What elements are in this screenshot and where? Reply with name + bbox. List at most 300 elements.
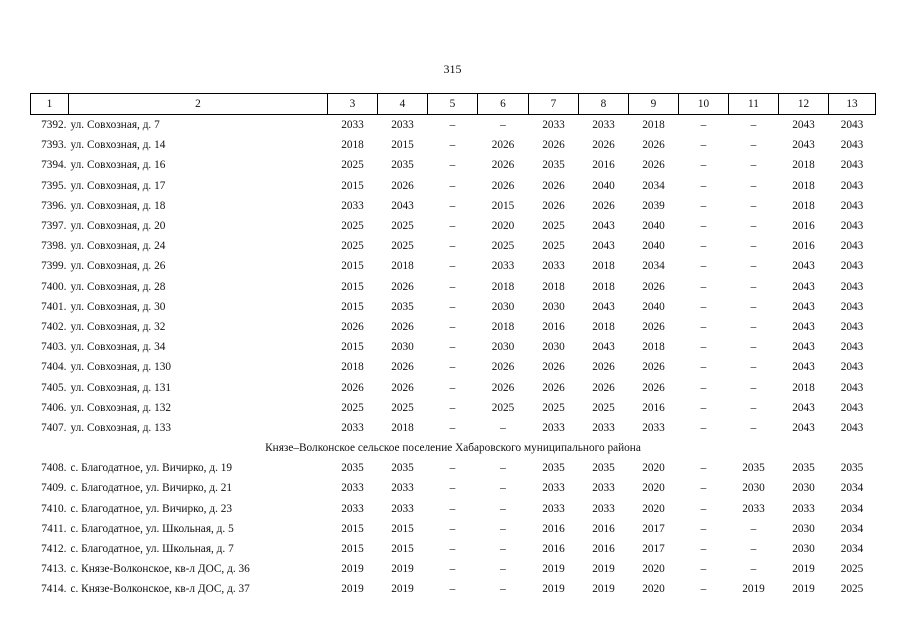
value-cell: 2026: [542, 179, 565, 192]
value-cell: 2026: [592, 361, 615, 374]
value-cell: –: [750, 381, 757, 394]
value-cell: 2016: [542, 543, 565, 556]
value-cell: 2026: [491, 139, 515, 152]
value-cell: 2030: [742, 482, 765, 495]
row-number: 7409.: [41, 482, 67, 495]
row-number: 7403.: [41, 341, 67, 354]
value-cell: 2034: [642, 179, 665, 192]
value-cell: –: [500, 462, 506, 475]
value-cell: 2026: [391, 280, 414, 293]
page-number: 315: [443, 62, 462, 76]
header-cell: 8: [579, 94, 629, 115]
value-cell: 2019: [391, 583, 414, 596]
value-cell: 2018: [491, 280, 515, 293]
value-cell: –: [700, 563, 707, 576]
value-cell: 2033: [391, 482, 414, 495]
value-cell: 2033: [341, 502, 364, 515]
value-cell: 2026: [642, 361, 665, 374]
table-row: [31, 337, 876, 357]
value-cell: 2030: [542, 341, 565, 354]
value-cell: –: [449, 260, 456, 273]
value-cell: –: [750, 199, 757, 212]
value-cell: 2026: [642, 159, 665, 172]
value-cell: 2033: [542, 260, 565, 273]
value-cell: 2026: [642, 381, 665, 394]
table-row: [31, 216, 876, 236]
value-cell: 2039: [642, 199, 665, 212]
value-cell: 2019: [792, 563, 815, 576]
value-cell: 2043: [840, 240, 864, 253]
address-cell: ул. Совхозная, д. 131: [70, 381, 172, 394]
table-row: [31, 155, 876, 175]
value-cell: –: [449, 240, 456, 253]
address-cell: ул. Совхозная, д. 132: [70, 401, 172, 414]
table-row: [31, 559, 876, 579]
value-cell: 2018: [491, 320, 515, 333]
value-cell: 2033: [742, 502, 765, 515]
address-cell: с. Князе-Волконское, кв-л ДОС, д. 37: [70, 583, 250, 596]
table-row: [31, 176, 876, 196]
value-cell: 2016: [592, 543, 615, 556]
value-cell: 2043: [840, 139, 864, 152]
row-number: 7401.: [41, 300, 67, 313]
value-cell: 2035: [391, 300, 414, 313]
value-cell: 2035: [792, 462, 815, 475]
value-cell: –: [700, 462, 707, 475]
value-cell: –: [700, 543, 707, 556]
value-cell: 2018: [642, 341, 665, 354]
value-cell: –: [750, 421, 757, 434]
value-cell: 2043: [840, 159, 864, 172]
value-cell: 2043: [592, 300, 615, 313]
value-cell: –: [449, 320, 456, 333]
value-cell: 2030: [491, 300, 515, 313]
value-cell: 2015: [341, 543, 364, 556]
table-row: [31, 458, 876, 478]
value-cell: 2026: [642, 280, 665, 293]
value-cell: 2033: [542, 421, 565, 434]
value-cell: 2015: [391, 522, 414, 535]
table-row: [31, 135, 876, 155]
value-cell: –: [750, 300, 757, 313]
value-cell: 2033: [491, 260, 515, 273]
value-cell: –: [700, 502, 707, 515]
value-cell: 2020: [642, 502, 665, 515]
value-cell: 2020: [642, 583, 665, 596]
value-cell: 2025: [341, 220, 364, 233]
value-cell: 2018: [592, 280, 615, 293]
value-cell: 2035: [840, 462, 864, 475]
value-cell: 2019: [341, 583, 364, 596]
value-cell: –: [500, 522, 506, 535]
value-cell: 2026: [542, 199, 565, 212]
table-body: [31, 115, 876, 600]
value-cell: 2026: [391, 179, 414, 192]
value-cell: 2020: [642, 462, 665, 475]
value-cell: 2026: [391, 320, 414, 333]
header-cell: 3: [328, 94, 378, 115]
value-cell: 2020: [491, 220, 515, 233]
header-cell: 4: [378, 94, 428, 115]
value-cell: 2018: [391, 421, 414, 434]
value-cell: 2030: [792, 543, 815, 556]
value-cell: 2034: [642, 260, 665, 273]
value-cell: –: [750, 179, 757, 192]
value-cell: 2034: [840, 502, 864, 515]
value-cell: –: [700, 220, 707, 233]
value-cell: 2043: [592, 341, 615, 354]
value-cell: 2019: [542, 563, 565, 576]
value-cell: –: [449, 502, 456, 515]
address-cell: ул. Совхозная, д. 28: [70, 280, 166, 293]
value-cell: –: [700, 583, 707, 596]
row-number: 7393.: [41, 139, 67, 152]
value-cell: 2030: [391, 341, 414, 354]
value-cell: 2033: [592, 421, 615, 434]
value-cell: 2016: [592, 159, 615, 172]
value-cell: 2026: [341, 381, 364, 394]
address-cell: ул. Совхозная, д. 17: [70, 179, 166, 192]
value-cell: 2034: [840, 482, 864, 495]
value-cell: –: [500, 543, 506, 556]
value-cell: 2019: [391, 563, 414, 576]
value-cell: –: [700, 240, 707, 253]
value-cell: –: [449, 119, 456, 132]
value-cell: 2018: [542, 280, 565, 293]
value-cell: 2015: [341, 300, 364, 313]
value-cell: 2018: [341, 139, 364, 152]
value-cell: 2015: [491, 199, 515, 212]
value-cell: 2025: [341, 240, 364, 253]
value-cell: 2043: [792, 421, 815, 434]
header-cell: 1: [31, 94, 69, 115]
value-cell: –: [700, 421, 707, 434]
value-cell: 2018: [592, 320, 615, 333]
value-cell: 2025: [840, 563, 864, 576]
value-cell: –: [750, 119, 757, 132]
value-cell: –: [700, 159, 707, 172]
address-cell: ул. Совхозная, д. 130: [70, 361, 172, 374]
value-cell: 2018: [792, 179, 815, 192]
address-cell: с. Благодатное, ул. Вичирко, д. 19: [70, 462, 233, 475]
value-cell: –: [750, 159, 757, 172]
value-cell: 2026: [491, 159, 515, 172]
value-cell: –: [700, 320, 707, 333]
value-cell: –: [449, 583, 456, 596]
value-cell: 2015: [341, 179, 364, 192]
row-number: 7396.: [41, 199, 67, 212]
value-cell: 2018: [642, 119, 665, 132]
value-cell: –: [700, 381, 707, 394]
value-cell: 2033: [592, 502, 615, 515]
value-cell: 2026: [542, 361, 565, 374]
value-cell: –: [449, 543, 456, 556]
value-cell: 2025: [491, 240, 515, 253]
value-cell: 2019: [341, 563, 364, 576]
address-cell: с. Благодатное, ул. Школьная, д. 5: [70, 522, 234, 535]
value-cell: 2043: [840, 300, 864, 313]
table-row: [31, 579, 876, 599]
value-cell: 2016: [792, 220, 815, 233]
value-cell: 2033: [542, 482, 565, 495]
table-row: [31, 478, 876, 498]
address-cell: ул. Совхозная, д. 34: [70, 341, 166, 354]
value-cell: 2043: [840, 421, 864, 434]
value-cell: 2035: [542, 462, 565, 475]
value-cell: –: [449, 179, 456, 192]
row-number: 7395.: [41, 179, 67, 192]
value-cell: 2035: [391, 159, 414, 172]
address-cell: ул. Совхозная, д. 16: [70, 159, 166, 172]
row-number: 7397.: [41, 220, 67, 233]
header-cell: 7: [529, 94, 579, 115]
value-cell: –: [750, 543, 757, 556]
value-cell: –: [700, 300, 707, 313]
table-row: [31, 236, 876, 256]
value-cell: –: [700, 199, 707, 212]
value-cell: –: [750, 280, 757, 293]
address-cell: с. Благодатное, ул. Вичирко, д. 23: [70, 502, 233, 515]
header-cell: 10: [679, 94, 729, 115]
value-cell: 2026: [491, 361, 515, 374]
table-row: [31, 115, 876, 136]
value-cell: 2026: [542, 381, 565, 394]
value-cell: 2043: [840, 341, 864, 354]
value-cell: 2015: [341, 260, 364, 273]
value-cell: 2019: [592, 563, 615, 576]
value-cell: –: [500, 583, 506, 596]
value-cell: 2043: [840, 119, 864, 132]
row-number: 7412.: [41, 543, 67, 556]
value-cell: –: [449, 462, 456, 475]
address-cell: ул. Совхозная, д. 26: [70, 260, 166, 273]
value-cell: 2015: [341, 341, 364, 354]
value-cell: 2030: [792, 522, 815, 535]
value-cell: –: [700, 482, 707, 495]
row-number: 7394.: [41, 159, 67, 172]
value-cell: 2018: [592, 260, 615, 273]
table-row: [31, 377, 876, 397]
value-cell: 2033: [592, 482, 615, 495]
value-cell: –: [750, 361, 757, 374]
row-number: 7402.: [41, 320, 67, 333]
value-cell: –: [700, 341, 707, 354]
value-cell: –: [449, 522, 456, 535]
value-cell: –: [750, 260, 757, 273]
value-cell: 2033: [391, 119, 414, 132]
value-cell: –: [500, 119, 506, 132]
value-cell: 2040: [642, 220, 665, 233]
value-cell: 2016: [592, 522, 615, 535]
header-cell: 9: [629, 94, 679, 115]
address-cell: ул. Совхозная, д. 32: [70, 320, 166, 333]
value-cell: –: [449, 220, 456, 233]
value-cell: –: [750, 401, 757, 414]
value-cell: –: [750, 563, 757, 576]
header-cell: 11: [729, 94, 779, 115]
value-cell: –: [449, 401, 456, 414]
value-cell: 2016: [542, 522, 565, 535]
value-cell: –: [700, 119, 707, 132]
value-cell: 2040: [642, 240, 665, 253]
value-cell: 2019: [792, 583, 815, 596]
header-cell: 12: [779, 94, 829, 115]
value-cell: 2020: [642, 563, 665, 576]
value-cell: 2034: [840, 543, 864, 556]
value-cell: 2026: [491, 179, 515, 192]
header-cell: 6: [478, 94, 529, 115]
address-cell: с. Князе-Волконское, кв-л ДОС, д. 36: [70, 563, 250, 576]
value-cell: 2043: [792, 119, 815, 132]
header-cell: 13: [829, 94, 876, 115]
address-cell: ул. Совхозная, д. 24: [70, 240, 166, 253]
row-number: 7404.: [41, 361, 67, 374]
value-cell: 2043: [840, 260, 864, 273]
value-cell: 2033: [792, 502, 815, 515]
value-cell: –: [700, 260, 707, 273]
value-cell: 2030: [542, 300, 565, 313]
value-cell: –: [700, 280, 707, 293]
row-number: 7413.: [41, 563, 67, 576]
table-row: [31, 519, 876, 539]
value-cell: 2019: [542, 583, 565, 596]
address-cell: с. Благодатное, ул. Вичирко, д. 21: [70, 482, 233, 495]
row-number: 7410.: [41, 502, 67, 515]
value-cell: 2043: [840, 199, 864, 212]
value-cell: –: [500, 502, 506, 515]
value-cell: 2026: [542, 139, 565, 152]
table-row: [31, 398, 876, 418]
table-row: [31, 357, 876, 377]
value-cell: 2035: [341, 462, 364, 475]
value-cell: 2018: [792, 159, 815, 172]
value-cell: 2026: [642, 139, 665, 152]
address-cell: ул. Совхозная, д. 20: [70, 220, 166, 233]
value-cell: 2015: [391, 139, 414, 152]
value-cell: 2026: [391, 361, 414, 374]
value-cell: 2025: [592, 401, 615, 414]
value-cell: 2043: [840, 320, 864, 333]
value-cell: 2035: [391, 462, 414, 475]
value-cell: 2025: [542, 240, 565, 253]
table-row: [31, 196, 876, 216]
value-cell: –: [449, 300, 456, 313]
value-cell: –: [449, 421, 456, 434]
address-cell: ул. Совхозная, д. 14: [70, 139, 166, 152]
value-cell: –: [750, 139, 757, 152]
value-cell: –: [750, 320, 757, 333]
value-cell: –: [500, 563, 506, 576]
value-cell: 2043: [840, 401, 864, 414]
value-cell: 2034: [840, 522, 864, 535]
value-cell: 2043: [792, 139, 815, 152]
value-cell: 2043: [792, 341, 815, 354]
value-cell: 2043: [592, 220, 615, 233]
table-row: [31, 277, 876, 297]
value-cell: –: [449, 563, 456, 576]
value-cell: 2030: [792, 482, 815, 495]
value-cell: 2043: [792, 280, 815, 293]
value-cell: 2033: [341, 421, 364, 434]
section-title: Князе–Волконское сельское поселение Хабаровского муниципального района: [265, 442, 641, 455]
header-cell: 2: [69, 94, 328, 115]
value-cell: 2017: [642, 543, 665, 556]
row-number: 7392.: [41, 119, 67, 132]
value-cell: 2033: [542, 119, 565, 132]
address-cell: ул. Совхозная, д. 7: [70, 119, 160, 132]
row-number: 7411.: [41, 522, 67, 535]
address-cell: с. Благодатное, ул. Школьная, д. 7: [70, 543, 234, 556]
value-cell: 2026: [341, 320, 364, 333]
row-number: 7406.: [41, 401, 67, 414]
value-cell: 2043: [792, 401, 815, 414]
value-cell: –: [449, 381, 456, 394]
value-cell: 2019: [592, 583, 615, 596]
value-cell: –: [700, 179, 707, 192]
value-cell: 2019: [742, 583, 765, 596]
table-row: [31, 499, 876, 519]
value-cell: 2018: [792, 381, 815, 394]
value-cell: –: [700, 522, 707, 535]
table-row: [31, 297, 876, 317]
value-cell: 2033: [341, 119, 364, 132]
value-cell: 2043: [840, 381, 864, 394]
value-cell: 2043: [792, 361, 815, 374]
value-cell: 2020: [642, 482, 665, 495]
value-cell: –: [449, 482, 456, 495]
value-cell: 2033: [592, 119, 615, 132]
value-cell: –: [750, 522, 757, 535]
header-row: [31, 94, 876, 115]
value-cell: 2040: [642, 300, 665, 313]
value-cell: 2033: [542, 502, 565, 515]
value-cell: 2018: [341, 361, 364, 374]
value-cell: –: [750, 240, 757, 253]
value-cell: 2016: [792, 240, 815, 253]
address-cell: ул. Совхозная, д. 30: [70, 300, 166, 313]
table-row: [31, 256, 876, 276]
value-cell: 2018: [391, 260, 414, 273]
value-cell: 2018: [792, 199, 815, 212]
address-cell: ул. Совхозная, д. 18: [70, 199, 166, 212]
value-cell: 2016: [642, 401, 665, 414]
value-cell: –: [700, 139, 707, 152]
value-cell: 2025: [840, 583, 864, 596]
value-cell: –: [449, 361, 456, 374]
row-number: 7398.: [41, 240, 67, 253]
value-cell: 2035: [742, 462, 765, 475]
value-cell: 2033: [642, 421, 665, 434]
value-cell: 2025: [391, 240, 414, 253]
value-cell: 2025: [391, 220, 414, 233]
value-cell: 2026: [642, 320, 665, 333]
value-cell: 2035: [542, 159, 565, 172]
value-cell: 2025: [391, 401, 414, 414]
value-cell: –: [700, 361, 707, 374]
row-number: 7414.: [41, 583, 67, 596]
section-row: [31, 438, 876, 458]
value-cell: 2043: [391, 199, 414, 212]
value-cell: 2043: [592, 240, 615, 253]
value-cell: 2017: [642, 522, 665, 535]
value-cell: 2025: [341, 401, 364, 414]
value-cell: –: [700, 401, 707, 414]
value-cell: –: [449, 341, 456, 354]
value-cell: 2043: [792, 260, 815, 273]
value-cell: 2043: [840, 280, 864, 293]
header-cell: 5: [428, 94, 478, 115]
table-row: [31, 418, 876, 438]
